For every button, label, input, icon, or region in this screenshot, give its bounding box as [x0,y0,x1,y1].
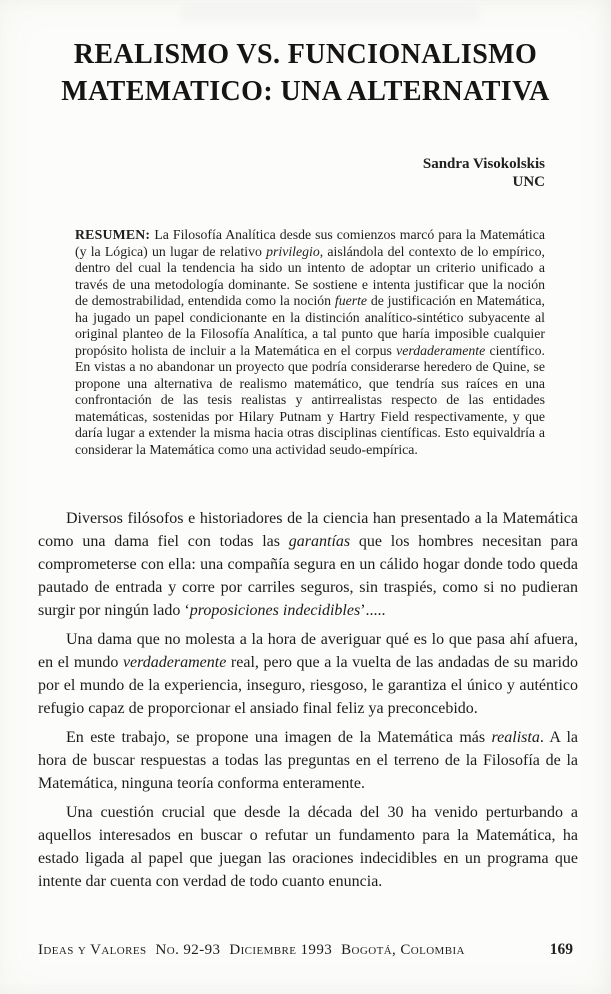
author-affiliation: UNC [512,174,545,190]
author-block [423,155,545,191]
page-footer [38,941,573,959]
author-name: Sandra Visokolskis [422,156,545,172]
body-paragraph-2: Una dama que no molesta a la hora de averiguar qué es lo que pasa ahí afuera, en el mundo verdaderamente real, pero que a la vuelta de las andadas de su marido por el mundo de la experiencia, inseguro, riesgoso, le garantiza el único y auténtico refugio capaz de proporcionar el ansiado final feliz ya preconcebido. [38,631,578,717]
article-title [0,36,611,110]
body-paragraph-3: En este trabajo, se propone una imagen de la Matemática más realista. A la hora de buscar respuestas a todas las preguntas en el terreno de la Filosofía de la Matemática, ninguna teoría conforma enteramente. [38,729,578,792]
abstract: RESUMEN: La Filosofía Analítica desde sus comienzos marcó para la Matemática (y la Lógica) un lugar de relativo privilegio, aislándola del contexto de lo empírico, dentro del cual la tendencia ha sido un intento de adoptar un criterio unificado a través de una metodología dominante. Se sostiene e intenta justificar que la noción de demostrabilidad, entendida como la noción fuerte de justificación en Matemática, ha jugado un papel condicionante en la distinción analítico-sintético subyacente al original planteo de la Filosofía Analítica, a tal punto que haría imposible cualquier propósito holista de incluir a la Matemática en el corpus verdaderamente científico. En vistas a no abandonar un proyecto que podría considerarse heredero de Quine, se propone una alternativa de realismo matemático, que tendría sus raíces en una confrontación de las tesis realistas y antirrealistas respecto de las entidades matemáticas, sostenidas por Hilary Putnam y Hartry Field respectivamente, y que daría lugar a extender la misma hacia otras disciplinas científicas. Esto equivaldría a considerar la Matemática como una actividad seudo-empírica. [75,227,545,457]
scan-bleed-through-artifact [180,6,480,22]
journal-name: Ideas y Valores [38,942,147,958]
page-number: 169 [549,941,573,958]
journal-date: Diciembre 1993 [229,942,333,958]
body-paragraph-4: Una cuestión crucial que desde la década del 30 ha venido perturbando a aquellos interesados en buscar o refutar un fundamento para la Matemática, ha estado ligada al papel que juegan las oraciones indecidibles en un programa que intente dar cuenta con verdad de todo cuanto enuncia. [38,804,578,890]
article-title-line-2: MATEMATICO: UNA ALTERNATIVA [61,76,550,107]
article-title-line-1: REALISMO VS. FUNCIONALISMO [73,39,538,70]
journal-issue: No. 92-93 [155,942,221,958]
body-paragraph-1: Diversos filósofos e historiadores de la ciencia han presentado a la Matemática como una dama fiel con todas las garantías que los hombres necesitan para comprometerse con ella: una compañía segura en un cálido hogar donde todo queda pautado de entrada y corre por carriles seguros, sin traspiés, como si no pudieran surgir por ningún lado ‘proposiciones indecidibles’..... [38,510,578,619]
journal-location: Bogotá, Colombia [341,942,465,958]
article-body [38,507,578,899]
journal-reference-line [38,942,465,959]
